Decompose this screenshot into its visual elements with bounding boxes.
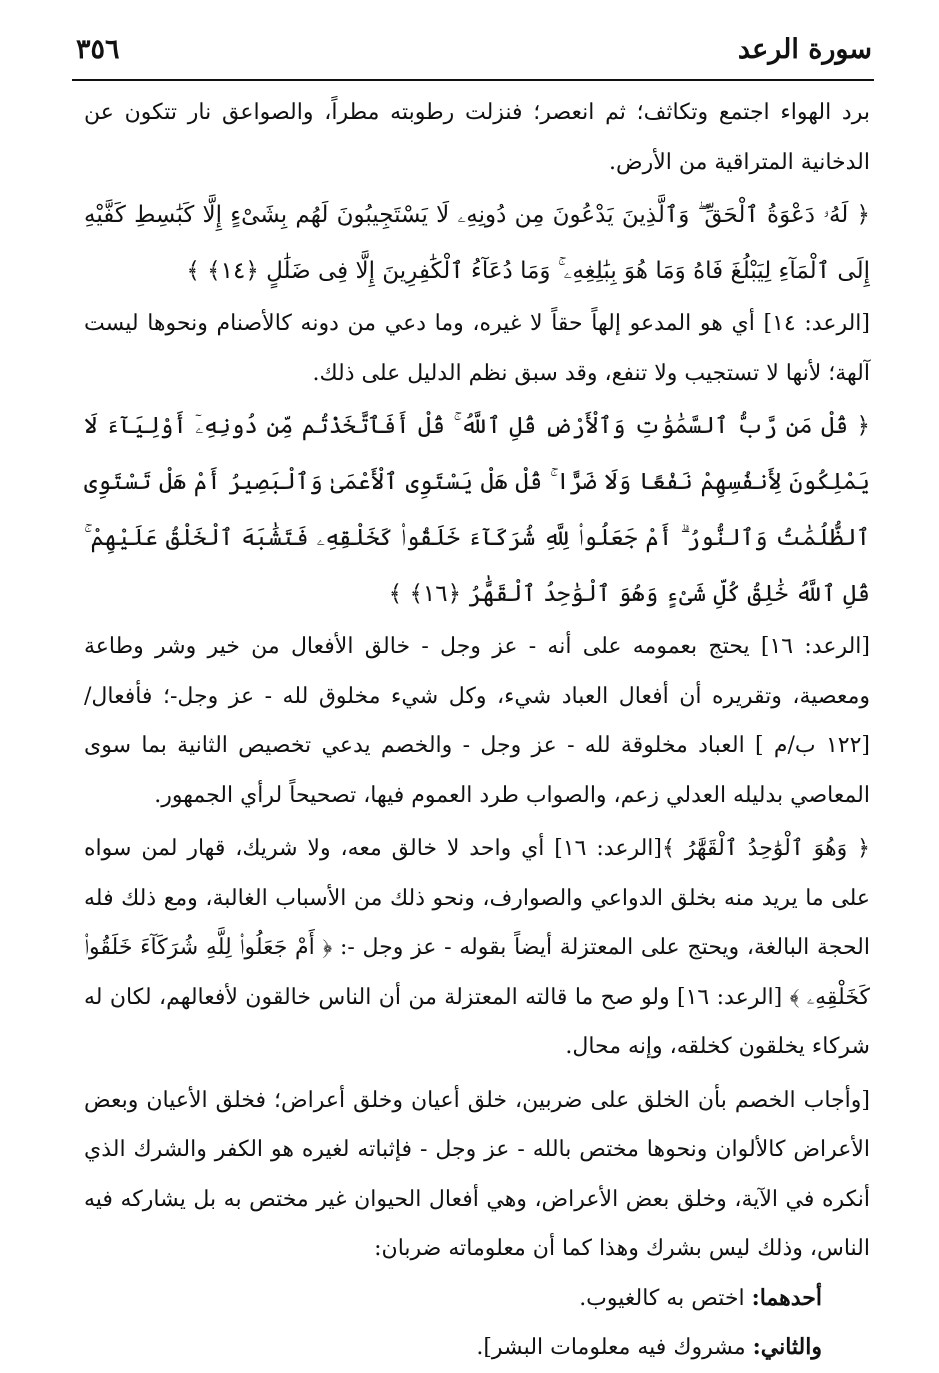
list-item-first-text: اختص به كالغيوب.: [579, 1285, 752, 1311]
list-item-second-text: مشروك فيه معلومات البشر].: [476, 1335, 753, 1360]
surah-title: سورة الرعد: [737, 34, 872, 65]
page-number: ٣٥٦: [76, 34, 120, 65]
list-item-first-label: أحدهما:: [751, 1284, 822, 1311]
list-item-first: [84, 1274, 870, 1324]
commentary-wahid-qahhar: ﴿ وَهُوَ ٱلْوَٰحِدُ ٱلْقَهَّٰرُ ﴾[الرعد: ١٦] أي واحد لا خالق معه، ولا شريك، قهار لمن سواه على ما يريد منه بخلق الدواعي والصوارف، ونحو ذلك من الأسباب الغالبة، ومع ذلك فله الحجة البالغة، ويحتج على المعتزلة أيضاً بقوله - عز وجل -: ﴿ أَمْ جَعَلُوا۟ لِلَّهِ شُرَكَآءَ خَلَقُوا۟ كَخَلْقِهِۦ ﴾ [الرعد: ١٦] ولو صح ما قالته المعتزلة من أن الناس خالقون لأفعالهم، لكان له شركاء يخلقون كخلقه، وإنه محال.: [84, 836, 870, 1059]
commentary-verse-16: [الرعد: ١٦] يحتج بعمومه على أنه - عز وجل - خالق الأفعال من خير وشر وطاعة ومعصية، وتقريره أن أفعال العباد شيء، وكل شيء مخلوق لله - عز وجل-؛ فأفعال/ [١٢٢ ب/م ] العباد مخلوقة لله - عز وجل - والخصم يدعي تخصيص الثانية بما سوى المعاصي بدليله العدلي زعم، والصواب طرد العموم فيها، تصحيحاً لرأي الجمهور.: [84, 634, 870, 808]
quran-verse-16: ﴿ قُلْ مَن رَّبُّ ٱلسَّمَٰوَٰتِ وَٱلْأَرْضِ قُلِ ٱللَّهُ ۚ قُلْ أَفَٱتَّخَذْتُم مِّن دُونِهِۦٓ أَوْلِيَآءَ لَا يَمْلِكُونَ لِأَنفُسِهِمْ نَفْعًا وَلَا ضَرًّا ۚ قُلْ هَلْ يَسْتَوِى ٱلْأَعْمَىٰ وَٱلْبَصِيرُ أَمْ هَلْ تَسْتَوِى ٱلظُّلُمَٰتُ وَٱلنُّورُ ۗ أَمْ جَعَلُوا۟ لِلَّهِ شُرَكَآءَ خَلَقُوا۟ كَخَلْقِهِۦ فَتَشَٰبَهَ ٱلْخَلْقُ عَلَيْهِمْ ۚ قُلِ ٱللَّهُ خَٰلِقُ كُلِّ شَىْءٍ وَهُوَ ٱلْوَٰحِدُ ٱلْقَهَّٰرُ ﴿١٦﴾ ﴾: [84, 413, 870, 607]
commentary-opponent-reply: [وأجاب الخصم بأن الخلق على ضربين، خلق أعيان وخلق أعراض؛ فخلق الأعيان وبعض الأعراض كالألوان ونحوها مختص بالله - عز وجل - فإثباته لغيره هو الكفر والشرك الذي أنكره في الآية، وخلق بعض الأعراض، وهي أفعال الحيوان غير مختص به بل يشاركه فيه الناس، وذلك ليس بشرك وهذا كما أن معلوماته ضربان:: [84, 1087, 870, 1261]
page-header: [72, 28, 872, 78]
quran-verse-14: ﴿ لَهُۥ دَعْوَةُ ٱلْحَقِّ ۖ وَٱلَّذِينَ يَدْعُونَ مِن دُونِهِۦ لَا يَسْتَجِيبُونَ لَهُم بِشَىْءٍ إِلَّا كَبَٰسِطِ كَفَّيْهِ إِلَى ٱلْمَآءِ لِيَبْلُغَ فَاهُ وَمَا هُوَ بِبَٰلِغِهِۦ ۚ وَمَا دُعَآءُ ٱلْكَٰفِرِينَ إِلَّا فِى ضَلَٰلٍ ﴿١٤﴾ ﴾: [84, 202, 870, 284]
commentary-verse-14: [الرعد: ١٤] أي هو المدعو إلهاً حقاً لا غيره، وما دعي من دونه كالأصنام ونحوها ليست آلهة؛ لأنها لا تستجيب ولا تنفع، وقد سبق نظم الدليل على ذلك.: [84, 311, 870, 386]
paragraph-intro: برد الهواء اجتمع وتكاثف؛ ثم انعصر؛ فنزلت رطوبته مطراً، والصواعق نار تتكون عن الدخانية المتراقية من الأرض.: [84, 100, 870, 175]
body-text: [84, 88, 870, 1373]
header-divider: [72, 79, 874, 81]
list-item-second: [84, 1323, 870, 1373]
list-item-second-label: والثاني:: [752, 1334, 822, 1360]
